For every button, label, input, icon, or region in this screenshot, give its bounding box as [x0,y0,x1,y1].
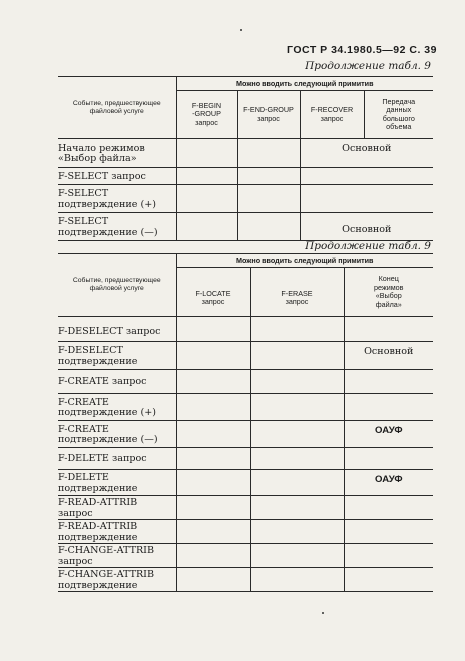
table-row-event: F-READ-ATTRIB подтверждение [58,520,176,544]
table-2 [58,253,433,592]
empty-cell [176,317,250,342]
mark-cell: Основной [300,139,433,168]
col-header-f-begin-group: F-BEGIN -GROUP запрос [176,91,237,139]
table-row-event: F-CREATE запрос [58,370,176,394]
table-row-event: F-CHANGE-ATTRIB запрос [58,544,176,568]
col-header-end-select-modes: Конец режимов «Выбор файла» [344,268,433,317]
mark-cell [344,568,433,592]
mark-cell: ОАУФ [344,421,433,448]
col-header-f-erase: F-ERASE запрос [250,268,344,317]
table-row-event: F-CREATE подтверждение (—) [58,421,176,448]
empty-cell [250,520,344,544]
empty-cell [237,185,300,213]
scan-speck [240,29,242,31]
mark-cell [344,370,433,394]
empty-cell [176,139,237,168]
empty-cell [250,421,344,448]
mark-cell [344,544,433,568]
table-row-event: F-CREATE подтверждение (+) [58,394,176,421]
empty-cell [176,168,237,185]
empty-cell [176,496,250,520]
table-continuation-label: Продолжение табл. 9 [305,60,431,72]
mark-cell: Основной [300,213,433,241]
table-row-event: F-DELETE запрос [58,448,176,470]
empty-cell [237,139,300,168]
mark-cell: Основной [344,342,433,370]
empty-cell [176,520,250,544]
event-header: Событие, предшествующее файловой услуге [58,254,176,317]
empty-cell [176,470,250,496]
empty-cell [176,370,250,394]
group-header: Можно вводить следующий примитив [176,254,433,268]
table-row-event: F-SELECT подтверждение (+) [58,185,176,213]
empty-cell [237,213,300,241]
group-header: Можно вводить следующий примитив [176,77,433,91]
empty-cell [250,496,344,520]
mark-cell [300,168,433,185]
empty-cell [250,544,344,568]
mark-cell: ОАУФ [344,470,433,496]
col-header-bulk-data: Передача данных большого объема [364,91,433,139]
empty-cell [176,394,250,421]
mark-cell [344,520,433,544]
table-row-event: Начало режимов «Выбор файла» [58,139,176,168]
empty-cell [250,342,344,370]
empty-cell [237,168,300,185]
mark-cell [344,448,433,470]
table-row-event: F-CHANGE-ATTRIB подтверждение [58,568,176,592]
table-row-event: F-DESELECT подтверждение [58,342,176,370]
table-row-event: F-SELECT запрос [58,168,176,185]
empty-cell [250,568,344,592]
table-row-event: F-DESELECT запрос [58,317,176,342]
col-header-f-locate: F-LOCATE запрос [176,268,250,317]
empty-cell [176,568,250,592]
table-row-event: F-DELETE подтверждение [58,470,176,496]
col-header-f-end-group: F-END-GROUP запрос [237,91,300,139]
col-header-f-recover: F-RECOVER запрос [300,91,364,139]
table-row-event: F-READ-ATTRIB запрос [58,496,176,520]
scan-speck [322,612,324,614]
page-header: ГОСТ Р 34.1980.5—92 С. 39 [287,44,437,56]
event-header: Событие, предшествующее файловой услуге [58,77,176,139]
empty-cell [176,213,237,241]
table-continuation-label: Продолжение табл. 9 [305,240,431,252]
mark-cell [344,496,433,520]
empty-cell [176,185,237,213]
empty-cell [176,421,250,448]
table-1 [58,76,433,241]
empty-cell [250,370,344,394]
empty-cell [250,448,344,470]
empty-cell [250,317,344,342]
empty-cell [176,544,250,568]
mark-cell [344,394,433,421]
empty-cell [250,394,344,421]
mark-cell [300,185,433,213]
mark-cell [344,317,433,342]
empty-cell [176,448,250,470]
table-row-event: F-SELECT подтверждение (—) [58,213,176,241]
empty-cell [176,342,250,370]
empty-cell [250,470,344,496]
